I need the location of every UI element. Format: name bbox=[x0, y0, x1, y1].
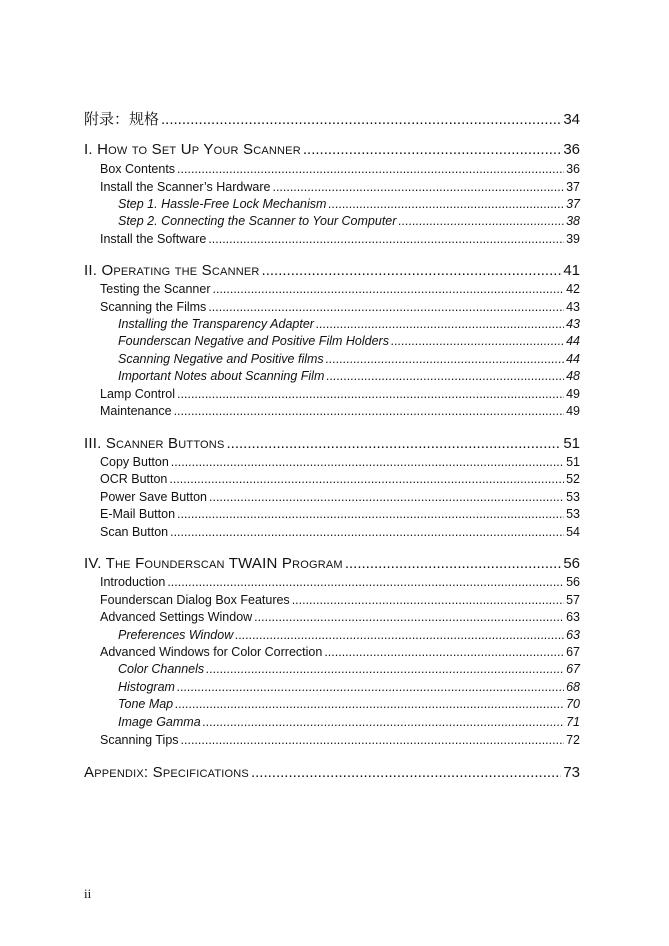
leader-dots bbox=[170, 525, 564, 539]
toc-entry-page: 34 bbox=[563, 111, 580, 128]
leader-dots bbox=[324, 645, 564, 659]
toc-entry-title: Scanning Negative and Positive films bbox=[118, 352, 324, 366]
toc-entry-page: 68 bbox=[566, 680, 580, 694]
leader-dots bbox=[169, 472, 564, 486]
toc-entry-page: 49 bbox=[566, 404, 580, 418]
toc-section-title: III. Scanner Buttons bbox=[84, 435, 225, 452]
toc-entry bbox=[100, 733, 580, 747]
leader-dots bbox=[208, 300, 564, 314]
leader-dots bbox=[254, 610, 564, 624]
leader-dots bbox=[326, 352, 564, 366]
toc-subentry bbox=[118, 715, 580, 729]
toc-entry bbox=[100, 525, 580, 539]
toc-entry-title: Copy Button bbox=[100, 455, 169, 469]
toc-entry bbox=[100, 645, 580, 659]
toc-section-page: 36 bbox=[563, 141, 580, 158]
toc-entry bbox=[100, 404, 580, 418]
toc-entry-title: Scanning the Films bbox=[100, 300, 207, 314]
toc-subentry bbox=[118, 334, 580, 348]
toc-entry-title: Tone Map bbox=[118, 697, 174, 711]
toc-entry bbox=[100, 490, 580, 504]
leader-dots bbox=[316, 317, 564, 331]
leader-dots bbox=[203, 715, 564, 729]
leader-dots bbox=[208, 232, 564, 246]
toc-entry bbox=[100, 180, 580, 194]
toc-entry-title: Histogram bbox=[118, 680, 175, 694]
toc-entry-title: Founderscan Dialog Box Features bbox=[100, 593, 290, 607]
leader-dots bbox=[177, 680, 564, 694]
toc-subentry bbox=[118, 317, 580, 331]
toc-entry-page: 38 bbox=[566, 214, 580, 228]
leader-dots bbox=[328, 197, 564, 211]
leader-dots bbox=[345, 555, 562, 572]
leader-dots bbox=[391, 334, 564, 348]
toc-entry-page: 71 bbox=[566, 715, 580, 729]
leader-dots bbox=[213, 282, 565, 296]
toc-entry-title: Step 2. Connecting the Scanner to Your Computer bbox=[118, 214, 397, 228]
toc-entry-title: Advanced Settings Window bbox=[100, 610, 253, 624]
toc-entry-page: 72 bbox=[566, 733, 580, 747]
toc-entry-page: 44 bbox=[566, 334, 580, 348]
toc-entry-page: 52 bbox=[566, 472, 580, 486]
toc-entry-title: Founderscan Negative and Positive Film Holders bbox=[118, 334, 389, 348]
toc-entry-page: 57 bbox=[566, 593, 580, 607]
toc-entry-page: 42 bbox=[566, 282, 580, 296]
toc-entry-page: 44 bbox=[566, 352, 580, 366]
toc-entry-title: Step 1. Hassle-Free Lock Mechanism bbox=[118, 197, 327, 211]
page-number: ii bbox=[84, 886, 92, 901]
toc-entry-page: 36 bbox=[566, 162, 580, 176]
toc-entry-page: 67 bbox=[566, 645, 580, 659]
toc-entry-title: Color Channels bbox=[118, 662, 205, 676]
leader-dots bbox=[209, 490, 564, 504]
toc-entry-page: 56 bbox=[566, 575, 580, 589]
toc-entry-title: E-Mail Button bbox=[100, 507, 176, 521]
toc-entry-title: Install the Software bbox=[100, 232, 207, 246]
toc-entry-title: Preferences Window bbox=[118, 628, 234, 642]
leader-dots bbox=[174, 404, 565, 418]
toc-entry-title: Scan Button bbox=[100, 525, 169, 539]
toc-entry-page: 63 bbox=[566, 628, 580, 642]
toc-entry-page: 67 bbox=[566, 662, 580, 676]
toc-entry-page: 43 bbox=[566, 317, 580, 331]
toc-section-heading bbox=[84, 555, 580, 572]
toc-section-title: II. Operating the Scanner bbox=[84, 262, 260, 279]
toc-entry-title: Installing the Transparency Adapter bbox=[118, 317, 314, 331]
toc-section-title: IV. The Founderscan TWAIN Program bbox=[84, 555, 343, 572]
leader-dots bbox=[292, 593, 564, 607]
toc-entry bbox=[100, 162, 580, 176]
toc-entry-title: Advanced Windows for Color Correction bbox=[100, 645, 323, 659]
toc-subentry bbox=[118, 628, 580, 642]
toc-subentry bbox=[118, 697, 580, 711]
toc-subentry bbox=[118, 662, 580, 676]
toc-entry-page: 54 bbox=[566, 525, 580, 539]
toc-subentry bbox=[118, 680, 580, 694]
toc-entry bbox=[100, 472, 580, 486]
leader-dots bbox=[177, 162, 564, 176]
toc-section-heading bbox=[84, 764, 580, 781]
toc-section-page: 56 bbox=[563, 555, 580, 572]
leader-dots bbox=[262, 262, 562, 279]
toc-section-page: 41 bbox=[563, 262, 580, 279]
leader-dots bbox=[251, 764, 561, 781]
leader-dots bbox=[171, 455, 564, 469]
toc-entry-page: 37 bbox=[566, 197, 580, 211]
toc-subentry bbox=[118, 214, 580, 228]
leader-dots bbox=[161, 111, 561, 128]
toc-entry-title: Box Contents bbox=[100, 162, 176, 176]
toc-entry-page: 63 bbox=[566, 610, 580, 624]
toc-entry-page: 53 bbox=[566, 507, 580, 521]
toc-entry-page: 48 bbox=[566, 369, 580, 383]
toc-entry-page: 37 bbox=[566, 180, 580, 194]
leader-dots bbox=[226, 435, 561, 452]
toc-section-title: I. How to Set Up Your Scanner bbox=[84, 141, 301, 158]
toc-entry-title: Lamp Control bbox=[100, 387, 176, 401]
toc-entry-title: Install the Scanner’s Hardware bbox=[100, 180, 271, 194]
toc-section-page: 73 bbox=[563, 764, 580, 781]
toc-entry-title: 附录：规格 bbox=[84, 111, 160, 128]
toc-entry-title: Maintenance bbox=[100, 404, 172, 418]
toc-section-title: Appendix: Specifications bbox=[84, 764, 249, 781]
leader-dots bbox=[167, 575, 564, 589]
toc-subentry bbox=[118, 352, 580, 366]
toc-entry-title: OCR Button bbox=[100, 472, 168, 486]
leader-dots bbox=[206, 662, 564, 676]
leader-dots bbox=[398, 214, 564, 228]
toc-entry-title: Image Gamma bbox=[118, 715, 201, 729]
toc-entry-page: 39 bbox=[566, 232, 580, 246]
toc-entry bbox=[100, 610, 580, 624]
toc-entry-title: Testing the Scanner bbox=[100, 282, 211, 296]
toc-subentry bbox=[118, 197, 580, 211]
leader-dots bbox=[175, 697, 564, 711]
toc-entry bbox=[100, 387, 580, 401]
leader-dots bbox=[235, 628, 564, 642]
leader-dots bbox=[303, 141, 561, 158]
toc-section-heading bbox=[84, 141, 580, 158]
leader-dots bbox=[177, 387, 564, 401]
toc-entry-page: 51 bbox=[566, 455, 580, 469]
toc-entry-page: 49 bbox=[566, 387, 580, 401]
leader-dots bbox=[272, 180, 564, 194]
leader-dots bbox=[177, 507, 564, 521]
toc-entry-title: Important Notes about Scanning Film bbox=[118, 369, 325, 383]
toc-entry-appendix-cn bbox=[84, 108, 580, 129]
toc-entry-page: 43 bbox=[566, 300, 580, 314]
leader-dots bbox=[181, 733, 565, 747]
toc-subentry bbox=[118, 369, 580, 383]
toc-entry-title: Power Save Button bbox=[100, 490, 208, 504]
toc-entry bbox=[100, 455, 580, 469]
toc-entry bbox=[100, 300, 580, 314]
toc-entry bbox=[100, 282, 580, 296]
toc-section-page: 51 bbox=[563, 435, 580, 452]
toc-entry bbox=[100, 575, 580, 589]
toc-entry bbox=[100, 507, 580, 521]
toc-entry-title: Scanning Tips bbox=[100, 733, 179, 747]
leader-dots bbox=[326, 369, 564, 383]
toc-section-heading bbox=[84, 262, 580, 279]
toc-entry-title: Introduction bbox=[100, 575, 166, 589]
toc-entry bbox=[100, 232, 580, 246]
toc-entry-page: 53 bbox=[566, 490, 580, 504]
toc-section-heading bbox=[84, 435, 580, 452]
toc-entry-page: 70 bbox=[566, 697, 580, 711]
toc-entry bbox=[100, 593, 580, 607]
